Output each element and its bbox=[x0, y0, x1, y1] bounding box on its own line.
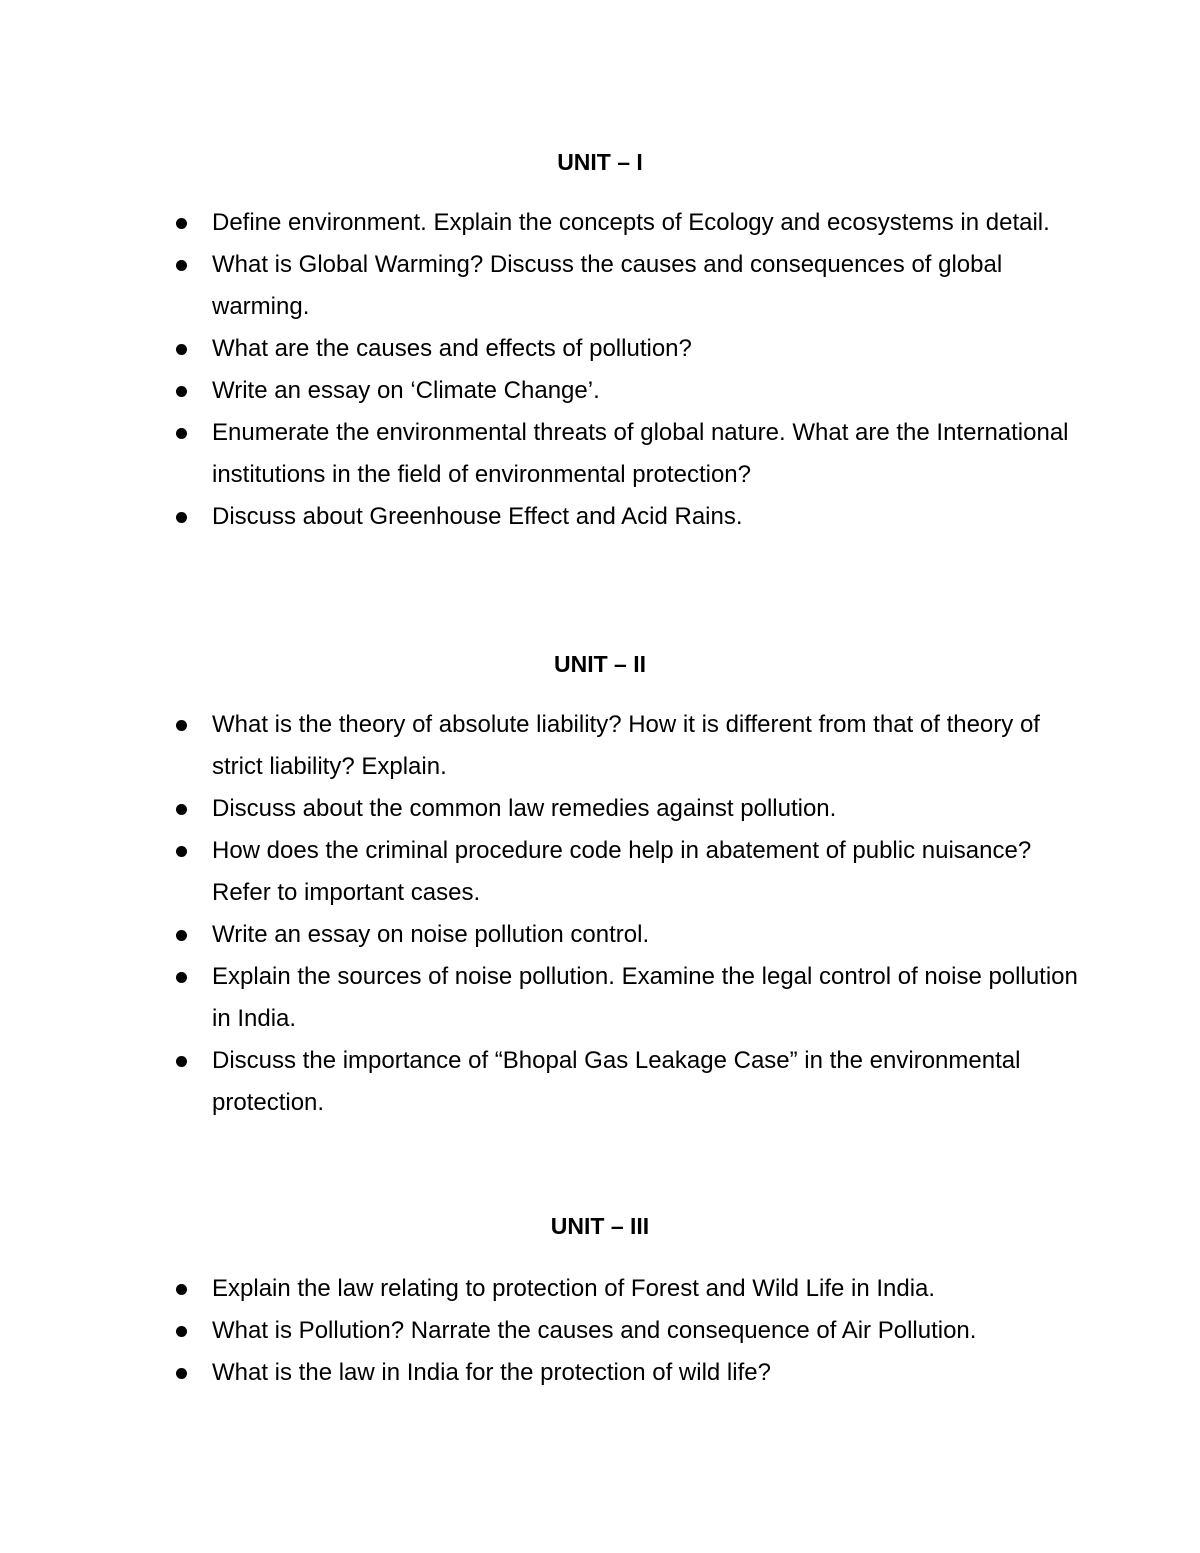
bullet-icon bbox=[176, 1284, 187, 1295]
bullet-icon bbox=[176, 218, 187, 229]
unit-1-question-4: Write an essay on ‘Climate Change’. bbox=[0, 370, 1200, 412]
unit-1-question-list bbox=[0, 202, 1200, 538]
bullet-icon bbox=[176, 720, 187, 731]
unit-3-question-list bbox=[0, 1268, 1200, 1394]
unit-1-question-3: What are the causes and effects of pollution? bbox=[0, 328, 1200, 370]
bullet-icon bbox=[176, 260, 187, 271]
unit-1-question-5: Enumerate the environmental threats of global nature. What are the International institutions in the field of environmental protection? bbox=[0, 412, 1200, 496]
unit-3-question-1: Explain the law relating to protection of Forest and Wild Life in India. bbox=[0, 1268, 1200, 1310]
unit-2-question-2: Discuss about the common law remedies against pollution. bbox=[0, 788, 1200, 830]
unit-1-question-6: Discuss about Greenhouse Effect and Acid Rains. bbox=[0, 496, 1200, 538]
unit-2-question-6: Discuss the importance of “Bhopal Gas Leakage Case” in the environmental protection. bbox=[0, 1040, 1200, 1124]
unit-1-question-1: Define environment. Explain the concepts of Ecology and ecosystems in detail. bbox=[0, 202, 1200, 244]
bullet-icon bbox=[176, 930, 187, 941]
unit-1-question-2: What is Global Warming? Discuss the causes and consequences of global warming. bbox=[0, 244, 1200, 328]
bullet-icon bbox=[176, 386, 187, 397]
unit-3-question-3: What is the law in India for the protection of wild life? bbox=[0, 1352, 1200, 1394]
bullet-icon bbox=[176, 1056, 187, 1067]
bullet-icon bbox=[176, 972, 187, 983]
unit-2-question-4: Write an essay on noise pollution control. bbox=[0, 914, 1200, 956]
unit-3-question-2: What is Pollution? Narrate the causes and consequence of Air Pollution. bbox=[0, 1310, 1200, 1352]
bullet-icon bbox=[176, 846, 187, 857]
bullet-icon bbox=[176, 428, 187, 439]
unit-1-heading: UNIT – I bbox=[557, 149, 643, 175]
unit-2-question-3: How does the criminal procedure code help in abatement of public nuisance? Refer to important cases. bbox=[0, 830, 1200, 914]
bullet-icon bbox=[176, 1326, 187, 1337]
unit-2-question-5: Explain the sources of noise pollution. Examine the legal control of noise pollution in India. bbox=[0, 956, 1200, 1040]
bullet-icon bbox=[176, 804, 187, 815]
unit-2-heading: UNIT – II bbox=[553, 651, 646, 677]
unit-2-question-list bbox=[0, 704, 1200, 1124]
bullet-icon bbox=[176, 344, 187, 355]
unit-3-heading: UNIT – III bbox=[550, 1213, 650, 1239]
unit-2-question-1: What is the theory of absolute liability? How it is different from that of theory of strict liability? Explain. bbox=[0, 704, 1200, 788]
bullet-icon bbox=[176, 1368, 187, 1379]
bullet-icon bbox=[176, 512, 187, 523]
